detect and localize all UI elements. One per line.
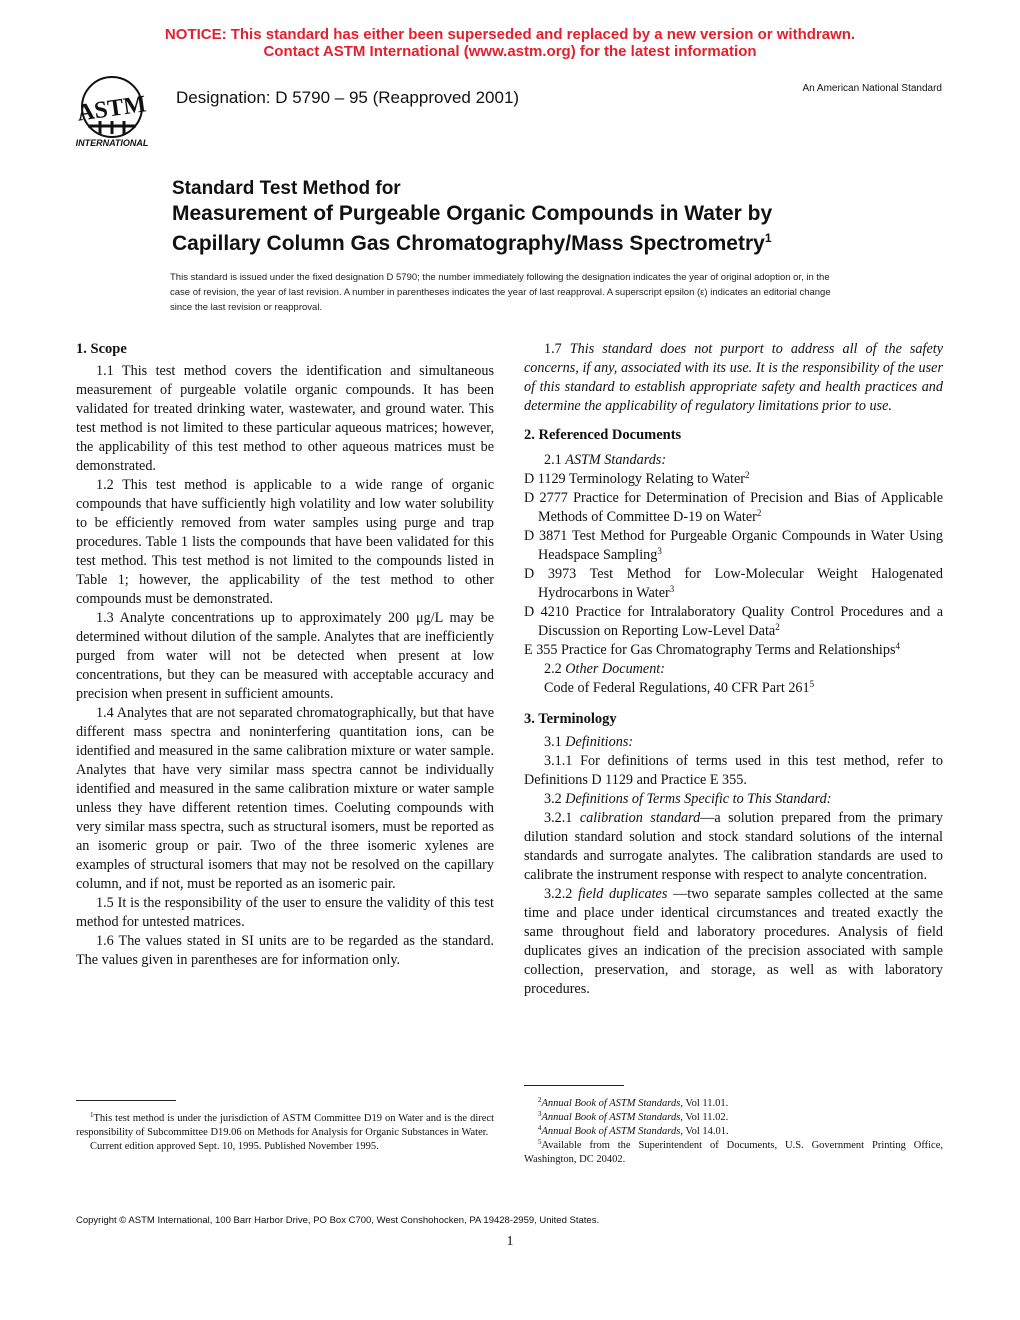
footnote-3: $^3$Annual Book of ASTM Standards, Vol 11.02. xyxy=(538,1110,729,1123)
footnote-rule-left xyxy=(76,1100,176,1101)
copyright-notice: Copyright © ASTM International, 100 Barr Harbor Drive, PO Box C700, West Conshohocken, PA 19428-2959, United States. xyxy=(76,1215,600,1226)
reference-item: E 355 Practice for Gas Chromatography Terms and Relationships$^4$ xyxy=(524,641,900,658)
title-line-2: Measurement of Purgeable Organic Compounds in Water by xyxy=(172,202,773,225)
section-3-heading: 3. Terminology xyxy=(524,711,617,727)
title-footnote-ref: 1 xyxy=(764,231,772,245)
footnote-rule-right xyxy=(524,1085,624,1086)
para-2-1: 2.1 ASTM Standards: xyxy=(544,452,667,468)
footnote-1-edition: Current edition approved Sept. 10, 1995. Published November 1995. xyxy=(90,1141,379,1152)
page-number: 1 xyxy=(506,1234,514,1249)
para-3-1: 3.1 Definitions: xyxy=(544,734,634,750)
national-standard-label: An American National Standard xyxy=(802,83,942,94)
title-line-1: Standard Test Method for xyxy=(172,178,401,199)
cfr-reference: Code of Federal Regulations, 40 CFR Part $261^5$ xyxy=(544,679,815,696)
reference-item: D 3871 Test Method for Purgeable Organic Compounds in Water Using Headspace Sampling$^3$ xyxy=(524,528,943,563)
para-3-1-1: 3.1.1 For definitions of terms used in this test method, refer to Definitions D 1129 and Practice E 355. xyxy=(524,753,943,788)
issuance-note: This standard is issued under the fixed designation D 5790; the number immediately following the designation indicates the year of original adoption or, in the case of revision, the year of last revision. A number in parentheses indicates the year of last reapproval. A superscript epsilon (ε) indicates an editorial change since the last revision or reapproval. xyxy=(170,272,831,313)
reference-item: D 1129 Terminology Relating to Water$^2$ xyxy=(524,470,750,487)
logo-text: ASTM xyxy=(75,91,148,127)
notice-banner xyxy=(0,26,1020,60)
designation: Designation: D 5790 – 95 (Reapproved 2001) xyxy=(176,88,520,107)
reference-item: D 2777 Practice for Determination of Precision and Bias of Applicable Methods of Committee D-19 on Water$^2$ xyxy=(524,490,943,525)
para-3-2: 3.2 Definitions of Terms Specific to This Standard: xyxy=(544,791,832,807)
footnote-5: $^5$Available from the Superintendent of Documents, U.S. Government Printing Office, Washington, DC 20402. xyxy=(524,1138,943,1165)
footnotes-left xyxy=(76,1112,494,1154)
reference-item: D 3973 Test Method for Low-Molecular Weight Halogenated Hydrocarbons in Water$^3$ xyxy=(524,566,943,601)
reference-item: D 4210 Practice for Intralaboratory Quality Control Procedures and a Discussion on Reporting Low-Level Data$^2$ xyxy=(524,604,943,639)
para-2-2: 2.2 Other Document: xyxy=(544,661,665,677)
para-1-7: 1.7 This standard does not purport to address all of the safety concerns, if any, associated with its use. It is the responsibility of the user of this standard to establish appropriate safety and health practices and determine the applicability of regulatory limitations prior to use. xyxy=(524,341,943,414)
footnote-4: $^4$Annual Book of ASTM Standards, Vol 14.01. xyxy=(538,1124,729,1137)
notice-line-2: Contact ASTM International (www.astm.org) for the latest information xyxy=(263,43,757,60)
right-column xyxy=(524,340,943,999)
para-3-2-2: 3.2.2 field duplicates —two separate samples collected at the same time and place under identical circumstances and treated exactly the same throughout field and laboratory procedures. Analysis of field duplicates gives an indication of the precision associated with sample collection, preservation, and storage, as well as with laboratory procedures. xyxy=(524,886,943,997)
footnote-2: $^2$Annual Book of ASTM Standards, Vol 11.01. xyxy=(538,1096,729,1109)
footnotes-right xyxy=(524,1097,943,1167)
section-2-heading: 2. Referenced Documents xyxy=(524,427,682,443)
para-1-3: 1.3 Analyte concentrations up to approximately 200 μg/L may be determined without dilution of the sample. Analytes that are inefficiently purged from water will not be detected when present at low concentrations, but they can be measured with acceptable accuracy and precision when present in sufficient amounts. xyxy=(76,610,494,702)
notice-line-1: NOTICE: This standard has either been superseded and replaced by a new version or withdrawn. xyxy=(164,26,856,43)
footnote-1: $^1$This test method is under the jurisdiction of ASTM Committee D19 on Water and is the direct responsibility of Subcommittee D19.06 on Methods for Analysis for Organic Substances in Water. xyxy=(76,1111,494,1138)
astm-logo xyxy=(64,74,164,150)
para-1-5: 1.5 It is the responsibility of the user to ensure the validity of this test method for untested matrices. xyxy=(76,895,494,930)
left-column xyxy=(76,340,494,970)
para-1-6: 1.6 The values stated in SI units are to be regarded as the standard. The values given in parentheses are for information only. xyxy=(76,933,494,968)
para-1-2: 1.2 This test method is applicable to a wide range of organic compounds that have sufficiently high volatility and low water solubility to be efficiently removed from water samples using purge and trap procedures. Table 1 lists the compounds that have been validated for this test method. This test method is not limited to the compounds listed in Table 1; however, the applicability of the test method to other compounds must be demonstrated. xyxy=(76,477,494,607)
title-line-3: Capillary Column Gas Chromatography/Mass Spectrometry$^1$ xyxy=(172,231,772,255)
logo-subtext: INTERNATIONAL xyxy=(75,138,149,148)
para-1-4: 1.4 Analytes that are not separated chromatographically, but that have different mass spectra and noninterfering quantitation ions, can be identified and measured in the same calibration mixture or water sample. Analytes that have very similar mass spectra cannot be individually identified and measured in the same calibration mixture or water sample unless they have different retention times. Coeluting compounds with very similar mass spectra, such as structural isomers, must be reported as an isomeric group or pair. Two of the three isomeric xylenes are examples of structural isomers that may not be resolved on the capillary column, and if not, must be reported as an isomeric pair. xyxy=(76,705,494,892)
section-1-heading: 1. Scope xyxy=(76,341,127,357)
document-title xyxy=(172,176,892,256)
para-1-1: 1.1 This test method covers the identification and simultaneous measurement of purgeable volatile organic compounds. It has been validated for treated drinking water, wastewater, and ground water. This test method is not limited to these particular aqueous matrices; however, the applicability of this test method to other aqueous matrices must be demonstrated. xyxy=(76,363,494,474)
para-3-2-1: 3.2.1 calibration standard—a solution prepared from the primary dilution standard solution and stock standard solutions of the internal standards and surrogate analytes. The calibration standards are used to calibrate the instrument response with respect to analyte concentration. xyxy=(524,810,944,883)
